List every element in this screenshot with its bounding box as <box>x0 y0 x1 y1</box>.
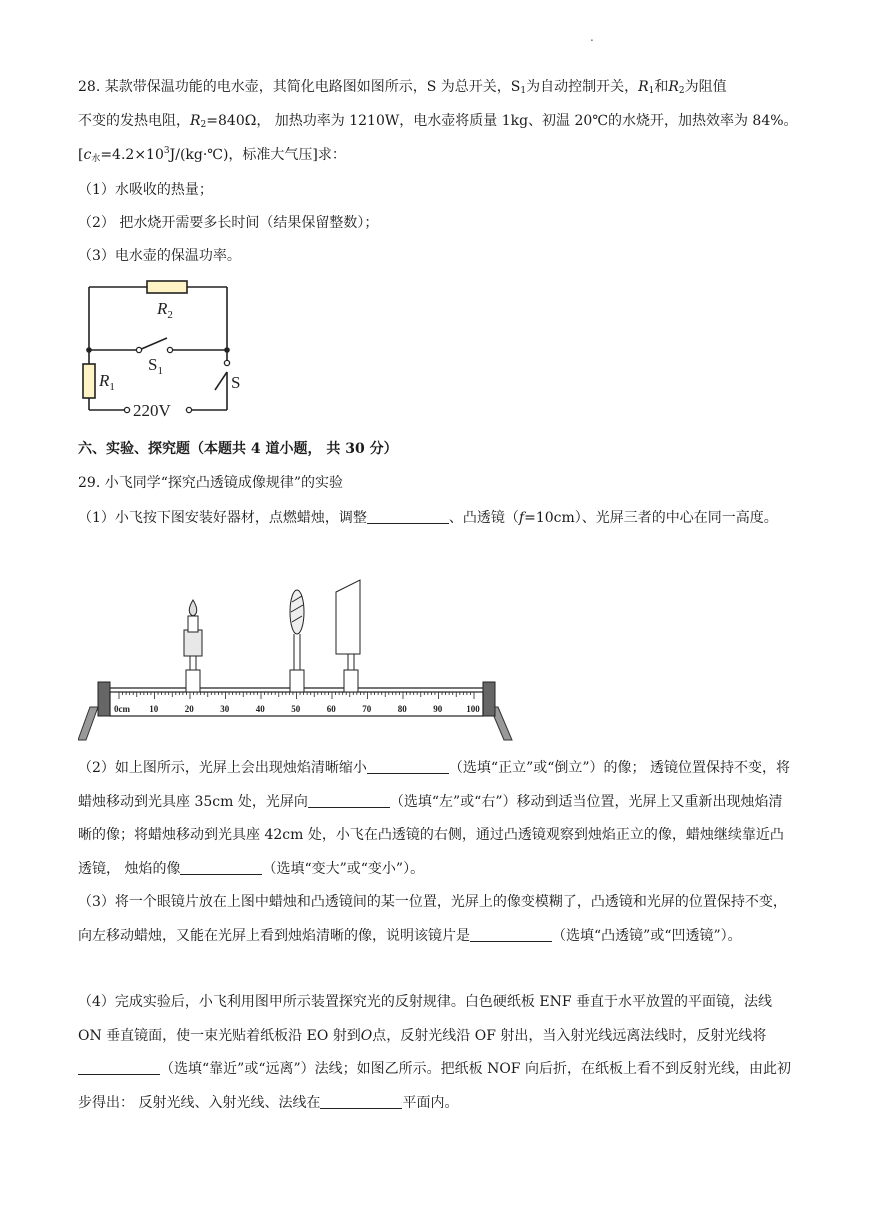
switch-s-blade <box>215 372 227 390</box>
screen-holder <box>336 580 360 692</box>
scale-label: 50 <box>291 704 301 714</box>
scale-label: 20 <box>184 704 194 714</box>
q28-item-2: （2） 把水烧开需要多长时间（结果保留整数）； <box>78 215 379 231</box>
q29-part-1: （1）小飞按下图安装好器材，点燃蜡烛，调整 、凸透镜（f=10cm）、光屏三者的中心在同一高度。 <box>78 510 778 526</box>
switch-s1-blade <box>139 338 167 350</box>
scale-label: 80 <box>397 704 407 714</box>
resistor-r1 <box>83 364 95 398</box>
candle-holder <box>184 600 202 692</box>
scale-label: 40 <box>255 704 265 714</box>
q29-part-3: （3）将一个眼镜片放在上图中蜡烛和凸透镜间的某一位置，光屏上的像变模糊了，凸透镜和光屏的位置保持不变，向左移动蜡烛，又能在光屏上看到烛焰清晰的像，说明该镜片是 （选填“凸透镜”或“凹透镜”）。 <box>78 894 787 944</box>
q29-part-2: （2）如上图所示，光屏上会出现烛焰清晰缩小 （选填“正立”或“倒立”）的像； 透镜位置保持不变，将蜡烛移动到光具座 35cm 处，光屏向 （选填“左”或“右”）移动到适当位置，光屏上又重新出现烛焰清晰的像；将蜡烛移动到光具座 42cm 处，小飞在凸透镜的右侧，通过凸透镜观察到烛焰正立的像，蜡烛继续靠近凸透镜， 烛焰的像 （选填“变大”或“变小”）。 <box>78 760 790 877</box>
q28-item-3: （3）电水壶的保温功率。 <box>78 248 241 264</box>
resistor-r2 <box>147 281 187 293</box>
scale-label: 100 <box>466 704 480 714</box>
lens-holder <box>290 590 304 692</box>
scale-label-unit: 0cm <box>114 704 130 714</box>
circuit-diagram <box>75 272 250 420</box>
candle <box>188 616 198 632</box>
r1-label: $R_1$ <box>99 371 115 393</box>
header-dot: . <box>590 30 594 44</box>
optical-bench-figure <box>78 572 518 742</box>
voltage-label: 220V <box>133 401 171 420</box>
s-label: S <box>231 373 241 392</box>
answer-blank-4[interactable] <box>180 860 262 875</box>
answer-blank-1[interactable] <box>367 509 449 524</box>
s1-label: $S_1$ <box>148 355 163 377</box>
scale-label: 90 <box>433 704 443 714</box>
answer-blank-7[interactable] <box>320 1094 402 1109</box>
answer-blank-5[interactable] <box>470 927 552 942</box>
q29-part-4: （4）完成实验后，小飞利用图甲所示装置探究光的反射规律。白色硬纸板 ENF 垂直于水平放置的平面镜，法线 ON 垂直镜面，使一束光贴着纸板沿 EO 射到O点，反射光线沿 OF 射出，当入射光线远离法线时，反射光线将（选填“靠近”或“远离”）法线；如图乙所示。把纸板 NOF 向后折，在纸板上看不到反射光线，由此初步得出： 反射光线、入射光线、法线在 平面内。 <box>78 994 791 1111</box>
q28-line-2: 不变的发热电阻，$R_2=840\Omega$， 加热功率为 1210W，电水壶将质量 1kg、初温 20℃的水烧开，加热效率为 84%。 <box>78 113 798 130</box>
scale-label: 30 <box>220 704 230 714</box>
answer-blank-6[interactable] <box>78 1060 160 1075</box>
q28-item-1: （1）水吸收的热量； <box>78 182 213 198</box>
scale-label: 10 <box>149 704 159 714</box>
scale-label: 70 <box>362 704 372 714</box>
answer-blank-3[interactable] <box>308 793 390 808</box>
bench-left-leg <box>78 707 98 740</box>
q29-title: 29. 小飞同学“探究凸透镜成像规律”的实验 <box>78 475 344 491</box>
light-screen <box>336 580 360 654</box>
q28-line-1: 28. 某款带保温功能的电水壶，其简化电路图如图所示，S 为总开关，$S_1$为自动控制开关，$R_1$和$R_2$为阻值 <box>78 79 727 96</box>
answer-blank-2[interactable] <box>367 759 449 774</box>
scale-label: 60 <box>326 704 336 714</box>
candle-flame-icon <box>189 600 197 616</box>
q28-line-3: [$c_水=4.2\times 10^3J/(kg\cdot℃)$，标准大气压]求： <box>78 146 346 164</box>
r2-label: $R_2$ <box>157 299 173 321</box>
section-6-heading: 六、实验、探究题（本题共 4 道小题， 共 30 分） <box>78 441 398 457</box>
